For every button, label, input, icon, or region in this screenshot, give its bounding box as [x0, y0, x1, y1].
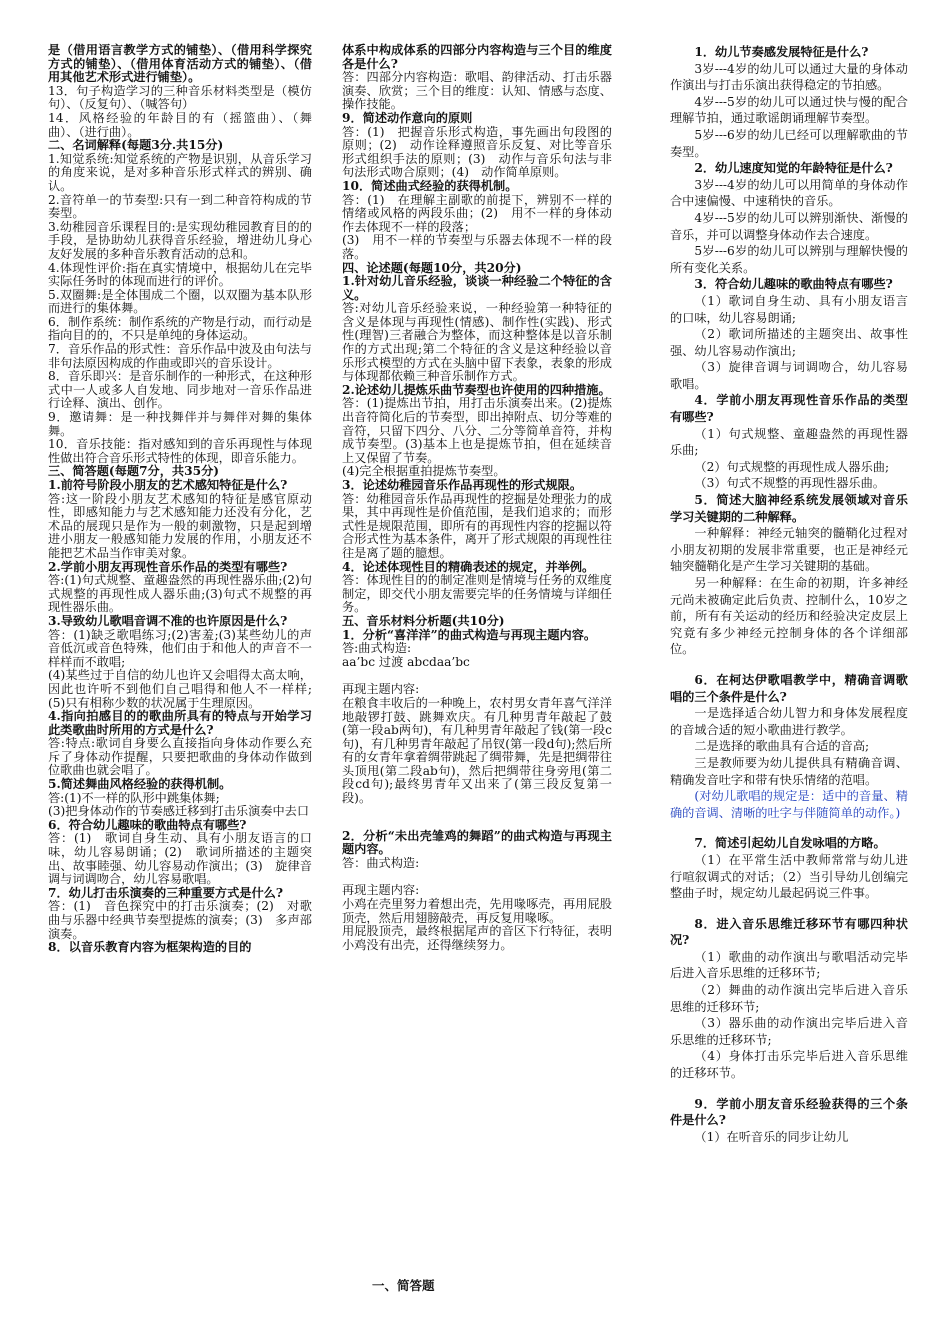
- term-6: 6．制作系统：制作系统的产物是行动，而行动是指向目的的，不只是单纯的身体运动。: [48, 314, 312, 343]
- analysis-theme-label-2: 再现主题内容:: [342, 883, 420, 898]
- r-answer-3c: （3）旋律音调与词调吻合，幼儿容易歌唱。: [670, 360, 908, 391]
- column-left: [48, 44, 312, 955]
- r-question-3: 3．符合幼儿趣味的歌曲特点有哪些?: [694, 277, 893, 292]
- r-answer-5a: 一种解释：神经元轴突的髓鞘化过程对小朋友初期的发展非常重要，也正是神经元轴突髓鞘化是产生学习关键期的基础。: [670, 526, 908, 574]
- r-answer-5b: 另一种解释：在生命的初期，许多神经元尚未被确定此后负责、控制什么，10岁之前，所有有关运动的经历和经验决定皮层上究竟有多少神经元控制身体的各个详细部位。: [670, 576, 908, 657]
- essay-answer-2a: 答：(1)提炼出节拍，用打击乐演奏出来。(2)提炼出音符简化后的节奏型，即出掉附点、切分等难的音符，只留下四分、八分、二分等简单音符，并构成节奏型。(3)基本上也是提炼节拍，但在延续音上又保留了节奏。: [342, 396, 612, 465]
- fill-blank-12-answers: 是（借用语言教学方式的铺垫）、（借用科学探究方式的铺垫）、（借用体育活动方式的铺垫）、（借用其他艺术形式进行铺垫）。: [48, 43, 312, 85]
- spacer: [342, 806, 612, 830]
- column-right: [670, 44, 908, 1145]
- question-8-start: 8．以音乐教育内容为框架构造的目的: [48, 940, 252, 955]
- answer-3a: 答：(1)缺乏歌唱练习;(2)害羞;(3)某些幼儿的声音低沉或音色特殊，他们由于和他人的声音不一样样而不敢唱;: [48, 627, 312, 669]
- term-5: 5.双圈舞:是全体围成二个圈，以双圈为基本队形而进行的集体舞。: [48, 287, 312, 316]
- section-heading-analysis: 五、音乐材料分析题(共10分): [342, 613, 505, 628]
- r-answer-2b: 4岁---5岁的幼儿可以辨别渐快、渐慢的音乐，并可以调整身体动作去合速度。: [670, 210, 908, 242]
- r-answer-4c: （3）句式不规整的再现性器乐曲。: [694, 476, 885, 491]
- r-answer-9a: （1）在听音乐的同步让幼儿: [694, 1129, 849, 1144]
- question-3: 3.导致幼儿歌唱音调不准的也许原因是什么?: [48, 613, 288, 628]
- term-7: 7．音乐作品的形式性：音乐作品中波及由句法与非句法原因构成的作曲或即兴的音乐设计。: [48, 342, 312, 370]
- question-7: 7．幼儿打击乐演奏的三种重要方式是什么?: [48, 885, 283, 900]
- answer-5b: (3)把身体动作的节奏感迁移到打击乐演奏中去口: [48, 804, 310, 819]
- answer-6: 答：(1) 歌词自身生动、具有小朋友语言的口味，幼儿容易朗诵；(2) 歌词所描述的主题突出、故事睦强、幼儿容易动作演出；(3) 旋律音调与词调吻合，幼儿容易歌唱。: [48, 831, 312, 887]
- r-answer-3b: （2）歌词所描述的主题突出、故事性强、幼儿容易动作演出;: [670, 327, 908, 358]
- r-answer-8a: （1）歌曲的动作演出与歌唱活动完毕后进入音乐思维的迁移环节;: [670, 949, 908, 981]
- r-answer-4a: （1）句式规整、童趣盎然的再现性器乐曲;: [670, 426, 908, 458]
- r-answer-6c: 三是教师要为幼儿提供具有精确音调、精确发音吐字和带有快乐情绪的范唱。: [670, 755, 908, 787]
- r-question-2: 2．幼儿速度知觉的年龄特征是什么?: [694, 161, 893, 176]
- r-answer-1a: 3岁---4岁的幼儿可以通过大量的身体动作演出与打击乐演出获得稳定的节拍感。: [670, 61, 908, 93]
- section-heading-short-answer: 三、简答题(每题7分，共35分): [48, 464, 220, 479]
- analysis-theme-2a: 小鸡在壳里努力着想出壳，先用喙啄壳，再用屁股顶壳，然后用翅膀敲壳，再反复用喙啄。: [342, 897, 612, 925]
- analysis-question-1: 1．分析“喜洋洋”的曲式构造与再现主题内容。: [342, 627, 597, 642]
- analysis-form-label-2: 答：曲式构造:: [342, 855, 420, 870]
- r-answer-2c: 5岁---6岁的幼儿可以辨别与理解快慢的所有变化关系。: [670, 244, 908, 275]
- essay-question-4: 4．论述体现性目的精确表述的规定，并举例。: [342, 559, 595, 574]
- r-answer-8c: （3）器乐曲的动作演出完毕后进入音乐思维的迁移环节;: [670, 1016, 908, 1047]
- question-5: 5.简述舞曲风格经验的获得机制。: [48, 777, 232, 792]
- r-answer-6a: 一是选择适合幼儿智力和身体发展程度的音域合适的短小歌曲进行教学。: [670, 706, 908, 737]
- term-9: 9．邀请舞：是一种找舞伴并与舞伴对舞的集体舞。: [48, 410, 312, 438]
- essay-answer-1: 答:对幼儿音乐经验来说，一种经验第一种特征的含义是体现与再现性(情感)、制作性(实践)、形式性(理智)三者融合为整体，而这种整体是以音乐制作的方式出现;第二个特征的含义是这种经验以音乐形式模型的方式在头脑中留下表象，表象的形成与体现都依赖三种音乐制作方式。: [342, 301, 612, 384]
- answer-3b: (4)某些过于自信的幼儿也许又会唱得太高太响，因此也许听不到他们自己唱得和他人不一样样;(5)只有相称少数的状况属于生理原因。: [48, 668, 312, 710]
- answer-7: 答：(1) 音色探究中的打击乐演奏；(2) 对歌曲与乐器中经典节奏型提炼的演奏；(3) 多声部演奏。: [48, 899, 312, 941]
- r-question-6: 6．在柯达伊歌唱教学中，精确音调歌唱的三个条件是什么?: [670, 672, 908, 704]
- spacer: [670, 1082, 908, 1096]
- question-10: 10．简述曲式经验的获得机制。: [342, 178, 518, 193]
- term-2: 2.音符单一的节奏型:只有一到二种音符构成的节奏型。: [48, 192, 312, 221]
- r-question-8: 8．进入音乐思维迁移环节有哪四种状况?: [670, 916, 908, 948]
- analysis-question-2: 2．分析“未出壳雏鸡的舞蹈”的曲式构造与再现主题内容。: [342, 828, 612, 857]
- answer-10a: 答：(1) 在理解主副歌的前提下，辨别不一样的情绪或风格的两段乐曲；(2) 用不一样的身体动作去体现不一样的段落；: [342, 192, 612, 234]
- essay-answer-4: 答：体现性目的的制定准则是情境与任务的双维度制定，即交代小朋友需要完毕的任务情境与详细任务。: [342, 573, 612, 615]
- section-heading-short-answer-bottom: 一、简答题: [372, 1278, 435, 1293]
- analysis-theme-2b: 用屁股顶壳，最终根据尾声的音区下行特征，表明小鸡没有出壳，还得继续努力。: [342, 924, 612, 952]
- term-4: 4.体现性评价:指在真实情境中，根据幼儿在完毕实际任务时的体现而进行的评价。: [48, 260, 312, 289]
- answer-1: 答:这一阶段小朋友艺术感知的特征是感官原动性，即感知能力与艺术感知能力还没有分化，艺术品的展现只是作为一般的刺激物，只是起到增进小朋友一般感知能力发展的作用，小朋友还不能把艺术品当作审美对象。: [48, 491, 312, 560]
- r-answer-4b: （2）句式规整的再现性成人器乐曲;: [694, 459, 890, 474]
- essay-answer-3: 答：幼稚园音乐作品再现性的挖掘是处理张力的成果，其中再现性是价值范围，是我们追求的；而形式性是规限范围，即所有的再现性内容的挖掘以符合形式性为基本条件，离开了形式规限的再现性往往是离了题的臆想。: [342, 491, 612, 560]
- r-answer-2a: 3岁---4岁的幼儿可以用简单的身体动作合中速偏慢、中速稍快的音乐。: [670, 177, 908, 209]
- essay-question-2: 2.论述幼儿提炼乐曲节奏型也许使用的四种措施。: [342, 382, 611, 397]
- analysis-theme-label-1: 再现主题内容:: [342, 682, 420, 697]
- analysis-form-label-1: 答:曲式构造:: [342, 641, 412, 656]
- r-question-1: 1．幼儿节奏感发展特征是什么?: [694, 45, 869, 59]
- column-middle: [342, 44, 612, 952]
- essay-question-3: 3．论述幼稚园音乐作品再现性的形式规限。: [342, 478, 583, 492]
- analysis-form-structure-1: aa’bc 过渡 abcdaa’bc: [342, 654, 470, 669]
- answer-4: 答:特点:歌词自身要么直接指向身体动作要么充斥了身体动作提醒，只要把歌曲的身体动作做到位歌曲也就会唱了。: [48, 736, 312, 778]
- question-4: 4.指向拍感目的的歌曲所具有的特点与开始学习此类歌曲时所用的方式是什么?: [48, 709, 312, 737]
- r-answer-8b: （2）舞曲的动作演出完毕后进入音乐思维的迁移环节;: [670, 983, 908, 1014]
- question-8-cont: 体系中构成体系的四部分内容构造与三个目的维度各是什么?: [342, 43, 612, 71]
- term-1: 1.知觉系统:知觉系统的产物是识别，从音乐学习的角度来说，是对多种音乐形式样式的辨别、确认。: [48, 151, 312, 193]
- section-heading-essay: 四、论述题(每题10分，共20分): [342, 260, 522, 275]
- r-answer-1c: 5岁---6岁的幼儿已经可以理解歌曲的节奏型。: [670, 127, 908, 159]
- r-answer-1b: 4岁---5岁的幼儿可以通过快与慢的配合理解节拍，通过歌谣朗诵理解节奏型。: [670, 94, 908, 126]
- answer-5a: 答:(1)不一样的队形中跳集体舞;: [48, 790, 220, 805]
- spacer: [670, 821, 908, 835]
- r-answer-3a: （1）歌词自身生动、具有小朋友语言的口味，幼儿容易朗诵;: [670, 293, 908, 325]
- r-question-4: 4．学前小朋友再现性音乐作品的类型有哪些?: [670, 393, 908, 425]
- question-6: 6．符合幼儿趣味的歌曲特点有哪些?: [48, 817, 247, 832]
- r-answer-8d: （4）身体打击乐完毕后进入音乐思维的迁移环节。: [670, 1049, 908, 1081]
- r-answer-7: （1）在平常生活中教师常常与幼儿进行喧叙调式的对话；（2）当引导幼儿创编完整曲子时，规定幼儿最起码说三件事。: [670, 852, 908, 901]
- r-answer-6b: 二是选择的歌曲具有合适的音高;: [694, 739, 870, 754]
- spacer: [670, 658, 908, 672]
- term-3: 3.幼稚园音乐课程目的:是实现幼稚园教育目的的手段，是协助幼儿获得音乐经验，增进幼儿身心友好发展的多种音乐教育活动的总和。: [48, 219, 312, 261]
- r-question-5: 5．简述大脑神经系统发展领域对音乐学习关键期的二种解释。: [670, 493, 908, 524]
- term-8: 8．音乐即兴：是音乐制作的一种形式，在这种形式中一人或多人自发地、同步地对一音乐作品进行诠释、演出、创作。: [48, 369, 312, 411]
- question-9: 9．简述动作意向的原则: [342, 110, 473, 125]
- fill-blank-13: 13．句子构造学习的三种音乐材料类型是（模仿句）、（反复句）、（喊答句）: [48, 83, 312, 112]
- essay-question-1: 1.针对幼儿音乐经验，谈谈一种经验二个特征的含义。: [342, 274, 612, 302]
- question-2: 2.学前小朋友再现性音乐作品的类型有哪些?: [48, 559, 288, 574]
- fill-blank-14: 14．风格经验的年龄目的有（摇篮曲）、（舞曲）、（进行曲）。: [48, 110, 312, 139]
- answer-8: 答：四部分内容构造：歌唱、韵律活动、打击乐器演奏、欣赏；三个目的维度：认知、情感与态度、操作技能。: [342, 70, 612, 112]
- essay-answer-2b: (4)完全根据重拍提炼节奏型。: [342, 464, 506, 479]
- r-question-9: 9．学前小朋友音乐经验获得的三个条件是什么?: [670, 1096, 908, 1128]
- answer-9: 答：(1) 把握音乐形式构造，事先画出句段图的原则；(2) 动作诠释遵照音乐反复、对比等音乐形式组织手法的原则；(3) 动作与音乐句法与非句法形式吻合原则；(4) 动作简单原则。: [342, 124, 612, 180]
- term-10: 10．音乐技能：指对感知到的音乐再现性与体现性做出符合音乐形式特性的体现，即音乐能力。: [48, 437, 312, 465]
- spacer: [670, 902, 908, 916]
- answer-10b: (3) 用不一样的节奏型与乐器去体现不一样的段落。: [342, 233, 612, 261]
- r-answer-6-note: (对幼儿歌唱的规定是：适中的音量、精确的音调、清晰的吐字与伴随简单的动作。): [670, 789, 908, 820]
- analysis-theme-1: 在粮食丰收后的一种晚上，农村男女青年喜气洋洋地敲锣打鼓、跳舞欢庆。有几种男青年敲起了鼓(第一段ab两句)，有几种男青年敲起了钱(第一段c句)，有几种男青年敲起了吊钗(第一段d句);然后所有的女青年拿着绸带跳起了绸带舞，先是把绸带往头顶甩(第二段ab句)，然后把绸带往身旁甩(第二段cd句);最终男青年又出来了(第三段反复第一段)。: [342, 695, 612, 806]
- r-question-7: 7．简述引起幼儿自发咏唱的方略。: [694, 836, 886, 851]
- answer-2: 答:(1)句式规整、童趣盎然的再现性器乐曲;(2)句式规整的再现性成人器乐曲;(3)句式不规整的再现性器乐曲。: [48, 573, 312, 615]
- question-1: 1.前符号阶段小朋友的艺术感知特征是什么?: [48, 478, 288, 492]
- section-heading-terms: 二、名词解释(每题3分.共15分): [48, 138, 224, 153]
